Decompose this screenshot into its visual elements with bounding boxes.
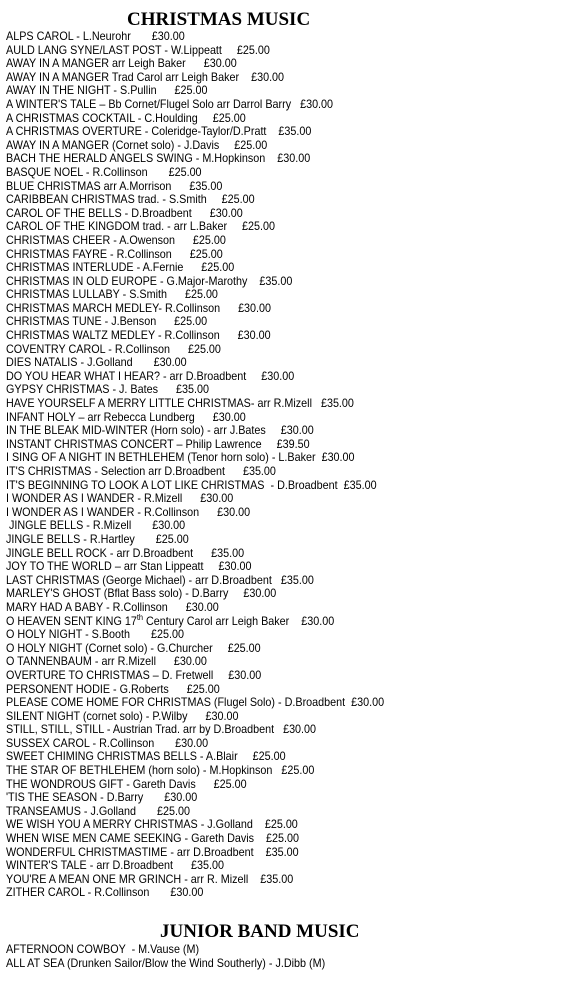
- junior-band-music-list: [6, 943, 564, 970]
- list-item: JINGLE BELL ROCK - arr D.Broadbent £35.00: [6, 546, 245, 560]
- list-item: CHRISTMAS LULLABY - S.Smith £25.00: [6, 288, 218, 302]
- christmas-music-list: [6, 30, 564, 900]
- list-item: CHRISTMAS WALTZ MEDLEY - R.Collinson £30.00: [6, 329, 271, 343]
- list-item: LAST CHRISTMAS (George Michael) - arr D.Broadbent £35.00: [6, 573, 314, 587]
- list-item: AULD LANG SYNE/LAST POST - W.Lippeatt £25.00: [6, 43, 270, 57]
- junior-band-music-heading: JUNIOR BAND MUSIC: [160, 921, 360, 942]
- list-item: A CHRISTMAS OVERTURE - Coleridge-Taylor/D.Pratt £35.00: [6, 125, 312, 139]
- list-item: INFANT HOLY – arr Rebecca Lundberg £30.00: [6, 410, 246, 424]
- list-item: STILL, STILL, STILL - Austrian Trad. arr by D.Broadbent £30.00: [6, 723, 317, 737]
- list-item: THE STAR OF BETHLEHEM (horn solo) - M.Hopkinson £25.00: [6, 764, 315, 778]
- list-item: WONDERFUL CHRISTMASTIME - arr D.Broadbent £35.00: [6, 845, 299, 859]
- list-item: [6, 612, 564, 629]
- list-item: TRANSEAMUS - J.Golland £25.00: [6, 804, 190, 818]
- list-item: CAROL OF THE KINGDOM trad. - arr L.Baker £25.00: [6, 220, 276, 234]
- list-item: SWEET CHIMING CHRISTMAS BELLS - A.Blair £25.00: [6, 750, 286, 764]
- list-item: AWAY IN A MANGER Trad Carol arr Leigh Baker £30.00: [6, 70, 285, 84]
- list-item: CHRISTMAS MARCH MEDLEY- R.Collinson £30.00: [6, 301, 272, 315]
- list-item: JINGLE BELLS - R.Mizell £30.00: [6, 519, 186, 533]
- list-item: A WINTER'S TALE – Bb Cornet/Flugel Solo arr Darrol Barry £30.00: [6, 97, 334, 111]
- list-item: JOY TO THE WORLD – arr Stan Lippeatt £30.00: [6, 560, 252, 574]
- list-item: SILENT NIGHT (cornet solo) - P.Wilby £30.00: [6, 709, 239, 723]
- list-item: A CHRISTMAS COCKTAIL - C.Houlding £25.00: [6, 111, 246, 125]
- list-item: CAROL OF THE BELLS - D.Broadbent £30.00: [6, 206, 243, 220]
- list-item: PERSONENT HODIE - G.Roberts £25.00: [6, 682, 220, 696]
- list-item: PLEASE COME HOME FOR CHRISTMAS (Flugel Solo) - D.Broadbent £30.00: [6, 696, 385, 710]
- list-item-text-part: Century Carol arr Leigh Baker £30.00: [143, 614, 335, 628]
- list-item: COVENTRY CAROL - R.Collinson £25.00: [6, 342, 221, 356]
- list-item: BASQUE NOEL - R.Collinson £25.00: [6, 165, 202, 179]
- list-item: WHEN WISE MEN CAME SEEKING - Gareth Davis £25.00: [6, 832, 299, 846]
- list-item: JINGLE BELLS - R.Hartley £25.00: [6, 532, 189, 546]
- list-item: O TANNENBAUM - arr R.Mizell £30.00: [6, 655, 207, 669]
- list-item: ALL AT SEA (Drunken Sailor/Blow the Wind Southerly) - J.Dibb (M): [6, 956, 326, 970]
- list-item: DO YOU HEAR WHAT I HEAR? - arr D.Broadbent £30.00: [6, 369, 295, 383]
- list-item: OVERTURE TO CHRISTMAS – D. Fretwell £30.00: [6, 668, 262, 682]
- christmas-music-heading: CHRISTMAS MUSIC: [127, 9, 311, 30]
- list-item: GYPSY CHRISTMAS - J. Bates £35.00: [6, 383, 209, 397]
- list-item: AWAY IN A MANGER (Cornet solo) - J.Davis £25.00: [6, 138, 268, 152]
- list-item: ZITHER CAROL - R.Collinson £30.00: [6, 886, 204, 900]
- list-item: CHRISTMAS FAYRE - R.Collinson £25.00: [6, 247, 223, 261]
- list-item-text-part: O HEAVEN SENT KING 17: [6, 614, 137, 628]
- list-item: BACH THE HERALD ANGELS SWING - M.Hopkinson £30.00: [6, 152, 311, 166]
- list-item: ALPS CAROL - L.Neurohr £30.00: [6, 30, 185, 43]
- list-item: I SING OF A NIGHT IN BETHLEHEM (Tenor horn solo) - L.Baker £30.00: [6, 451, 355, 465]
- list-item: THE WONDROUS GIFT - Gareth Davis £25.00: [6, 777, 247, 791]
- list-item: WINTER'S TALE - arr D.Broadbent £35.00: [6, 859, 224, 873]
- list-item: IN THE BLEAK MID-WINTER (Horn solo) - arr J.Bates £30.00: [6, 424, 314, 438]
- list-item: AWAY IN THE NIGHT - S.Pullin £25.00: [6, 84, 208, 98]
- list-item: O HOLY NIGHT (Cornet solo) - G.Churcher £25.00: [6, 641, 261, 655]
- list-item: I WONDER AS I WANDER - R.Mizell £30.00: [6, 492, 234, 506]
- list-item: YOU'RE A MEAN ONE MR GRINCH - arr R. Mizell £35.00: [6, 872, 294, 886]
- list-item: CHRISTMAS INTERLUDE - A.Fernie £25.00: [6, 261, 235, 275]
- list-item: I WONDER AS I WANDER - R.Collinson £30.00: [6, 505, 251, 519]
- list-item: AFTERNOON COWBOY - M.Vause (M): [6, 943, 200, 956]
- list-item: MARLEY'S GHOST (Bflat Bass solo) - D.Barry £30.00: [6, 587, 277, 601]
- list-item: MARY HAD A BABY - R.Collinson £30.00: [6, 600, 219, 614]
- list-item: IT'S CHRISTMAS - Selection arr D.Broadbent £35.00: [6, 465, 276, 478]
- list-item: DIES NATALIS - J.Golland £30.00: [6, 356, 187, 370]
- list-item: SUSSEX CAROL - R.Collinson £30.00: [6, 736, 209, 750]
- list-item: AWAY IN A MANGER arr Leigh Baker £30.00: [6, 57, 237, 71]
- list-item: CHRISTMAS TUNE - J.Benson £25.00: [6, 315, 208, 329]
- list-item: 'TIS THE SEASON - D.Barry £30.00: [6, 791, 198, 805]
- list-item: IT'S BEGINNING TO LOOK A LOT LIKE CHRISTMAS - D.Broadbent £35.00: [6, 478, 377, 492]
- ordinal-suffix: th: [136, 612, 144, 622]
- list-item: WE WISH YOU A MERRY CHRISTMAS - J.Golland £25.00: [6, 818, 298, 832]
- list-item: O HOLY NIGHT - S.Booth £25.00: [6, 628, 184, 642]
- list-item: CARIBBEAN CHRISTMAS trad. - S.Smith £25.00: [6, 193, 255, 207]
- list-item: HAVE YOURSELF A MERRY LITTLE CHRISTMAS- arr R.Mizell £35.00: [6, 397, 354, 411]
- list-item: BLUE CHRISTMAS arr A.Morrison £35.00: [6, 179, 223, 193]
- list-item: CHRISTMAS IN OLD EUROPE - G.Major-Marothy £35.00: [6, 274, 293, 288]
- list-item: INSTANT CHRISTMAS CONCERT – Philip Lawrence £39.50: [6, 437, 310, 451]
- list-item: CHRISTMAS CHEER - A.Owenson £25.00: [6, 233, 226, 247]
